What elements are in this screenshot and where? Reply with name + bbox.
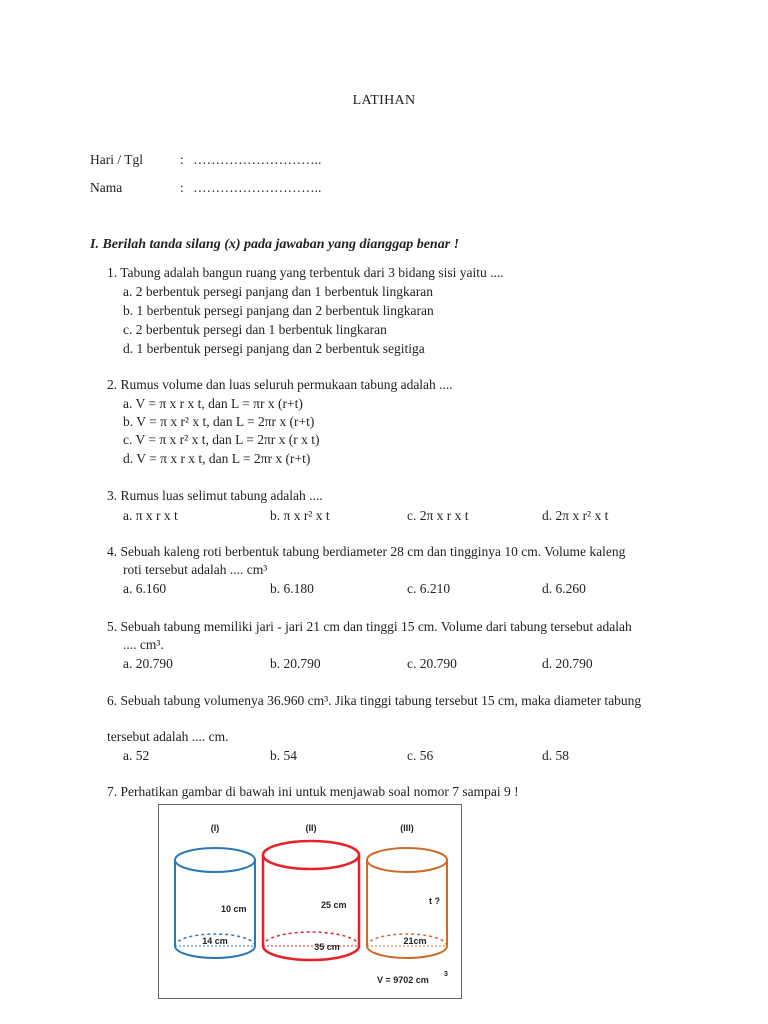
cylinder-3-top	[367, 848, 447, 872]
cylinder-3-volume-exponent: 3	[444, 971, 448, 978]
question-6-text-cont: tersebut adalah .... cm.	[107, 729, 229, 744]
question-4-option-d[interactable]: d. 6.260	[542, 581, 586, 596]
name-label: Nama	[90, 180, 123, 195]
name-field[interactable]: ………………………..	[193, 180, 322, 195]
question-6-option-a[interactable]: a. 52	[123, 748, 150, 763]
cylinder-1-diameter: 14 cm	[202, 936, 228, 946]
cylinders-illustration	[159, 805, 461, 998]
question-5-option-b[interactable]: b. 20.790	[270, 656, 321, 671]
question-6-option-c[interactable]: c. 56	[407, 748, 434, 763]
cylinder-2-top	[263, 841, 359, 869]
question-2-option-c[interactable]: c. V = π x r² x t, dan L = 2πr x (r x t)	[123, 432, 320, 447]
question-1-option-b[interactable]: b. 1 berbentuk persegi panjang dan 2 berbentuk lingkaran	[123, 303, 434, 318]
name-colon: :	[180, 180, 184, 195]
page-title: LATIHAN	[352, 93, 416, 108]
cylinder-1-top	[175, 848, 255, 872]
question-6-option-b[interactable]: b. 54	[270, 748, 297, 763]
date-label: Hari / Tgl	[90, 152, 143, 167]
question-6-option-d[interactable]: d. 58	[542, 748, 569, 763]
cylinder-1-label: (I)	[210, 823, 220, 833]
question-3-option-c[interactable]: c. 2π x r x t	[407, 508, 469, 523]
question-5-text-cont: .... cm³.	[123, 637, 164, 652]
question-5-text: 5. Sebuah tabung memiliki jari - jari 21 cm dan tinggi 15 cm. Volume dari tabung tersebut adalah	[107, 619, 632, 634]
question-2-option-a[interactable]: a. V = π x r x t, dan L = πr x (r+t)	[123, 396, 303, 411]
cylinder-1-height: 10 cm	[221, 904, 247, 914]
question-3-option-d[interactable]: d. 2π x r² x t	[542, 508, 609, 523]
question-1-text: 1. Tabung adalah bangun ruang yang terbentuk dari 3 bidang sisi yaitu ....	[107, 265, 504, 280]
cylinder-1	[175, 823, 255, 958]
question-4-option-c[interactable]: c. 6.210	[407, 581, 451, 596]
cylinder-2-diameter: 35 cm	[314, 942, 340, 952]
cylinder-3-base	[367, 946, 447, 958]
date-colon: :	[180, 152, 184, 167]
question-4-option-a[interactable]: a. 6.160	[123, 581, 167, 596]
question-4-option-b[interactable]: b. 6.180	[270, 581, 314, 596]
question-2-option-b[interactable]: b. V = π x r² x t, dan L = 2πr x (r+t)	[123, 414, 315, 429]
cylinders-figure	[158, 804, 462, 999]
date-field[interactable]: ………………………..	[193, 152, 322, 167]
cylinder-1-base	[175, 946, 255, 958]
question-4-text-cont: roti tersebut adalah .... cm³	[123, 562, 268, 577]
question-3-text: 3. Rumus luas selimut tabung adalah ....	[107, 488, 323, 503]
question-4-text: 4. Sebuah kaleng roti berbentuk tabung berdiameter 28 cm dan tingginya 10 cm. Volume kaleng	[107, 544, 626, 559]
cylinder-3	[367, 823, 447, 958]
question-5-option-d[interactable]: d. 20.790	[542, 656, 593, 671]
question-2-option-d[interactable]: d. V = π x r x t, dan L = 2πr x (r+t)	[123, 451, 311, 466]
cylinder-3-volume: V = 9702 cm	[377, 975, 429, 985]
question-5-option-a[interactable]: a. 20.790	[123, 656, 173, 671]
cylinder-2-base	[263, 946, 359, 960]
cylinder-2-height: 25 cm	[321, 900, 347, 910]
question-3-option-a[interactable]: a. π x r x t	[123, 508, 178, 523]
question-1-option-d[interactable]: d. 1 berbentuk persegi panjang dan 2 berbentuk segitiga	[123, 341, 425, 356]
question-3-option-b[interactable]: b. π x r² x t	[270, 508, 330, 523]
section-title: I. Berilah tanda silang (x) pada jawaban yang dianggap benar !	[90, 237, 460, 252]
question-7-text: 7. Perhatikan gambar di bawah ini untuk menjawab soal nomor 7 sampai 9 !	[107, 784, 519, 799]
cylinder-2-label: (II)	[305, 823, 317, 833]
cylinder-3-label: (III)	[400, 823, 414, 833]
question-6-text: 6. Sebuah tabung volumenya 36.960 cm³. Jika tinggi tabung tersebut 15 cm, maka diameter tabung	[107, 693, 642, 708]
question-1-option-a[interactable]: a. 2 berbentuk persegi panjang dan 1 berbentuk lingkaran	[123, 284, 434, 299]
question-2-text: 2. Rumus volume dan luas seluruh permukaan tabung adalah ....	[107, 377, 453, 392]
cylinder-3-diameter: 21cm	[403, 936, 427, 946]
cylinder-3-height: t ?	[429, 896, 440, 906]
question-5-option-c[interactable]: c. 20.790	[407, 656, 457, 671]
question-1-option-c[interactable]: c. 2 berbentuk persegi dan 1 berbentuk lingkaran	[123, 322, 387, 337]
cylinder-2	[263, 823, 359, 960]
